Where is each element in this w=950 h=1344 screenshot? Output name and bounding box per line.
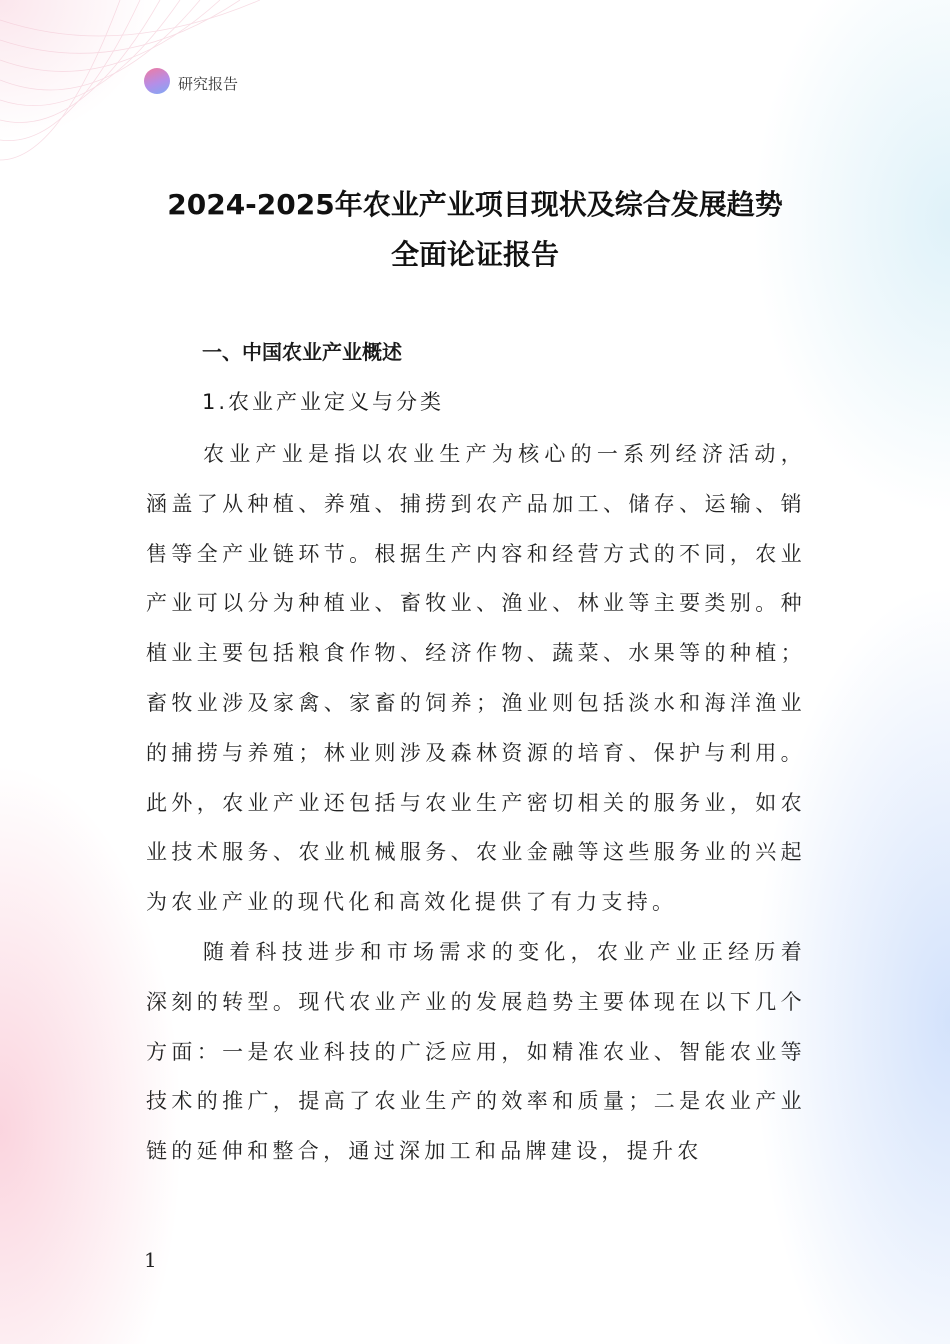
header-label: 研究报告 <box>178 74 239 93</box>
logo-circle-icon <box>144 68 170 94</box>
paragraph-2: 随着科技进步和市场需求的变化，农业产业正经历着深刻的转型。现代农业产业的发展趋势主要体现在以下几个方面：一是农业科技的广泛应用，如精准农业、智能农业等技术的推广，提高了农业生产的效率和质量；二是农业产业链的延伸和整合，通过深加工和品牌建设，提升农 <box>146 939 806 1164</box>
paragraph-1: 农业产业是指以农业生产为核心的一系列经济活动，涵盖了从种植、养殖、捕捞到农产品加工、储存、运输、销售等全产业链环节。根据生产内容和经营方式的不同，农业产业可以分为种植业、畜牧业、渔业、林业等主要类别。种植业主要包括粮食作物、经济作物、蔬菜、水果等的种植；畜牧业涉及家禽、家畜的饲养；渔业则包括淡水和海洋渔业的捕捞与养殖；林业则涉及森林资源的培育、保护与利用。此外，农业产业还包括与农业生产密切相关的服务业，如农业技术服务、农业机械服务、农业金融等这些服务业的兴起为农业产业的现代化和高效化提供了有力支持。 <box>146 442 806 915</box>
sub-heading: 1.农业产业定义与分类 <box>202 390 445 414</box>
document-title <box>120 180 830 280</box>
title-line-2: 全面论证报告 <box>390 238 559 271</box>
document-body <box>146 330 806 1177</box>
section-heading: 一、中国农业产业概述 <box>202 340 402 364</box>
decorative-corner-lines <box>0 0 260 200</box>
page-number: 1 <box>144 1248 157 1272</box>
report-header <box>144 68 238 94</box>
title-line-1: 2024-2025年农业产业项目现状及综合发展趋势 <box>167 188 783 221</box>
